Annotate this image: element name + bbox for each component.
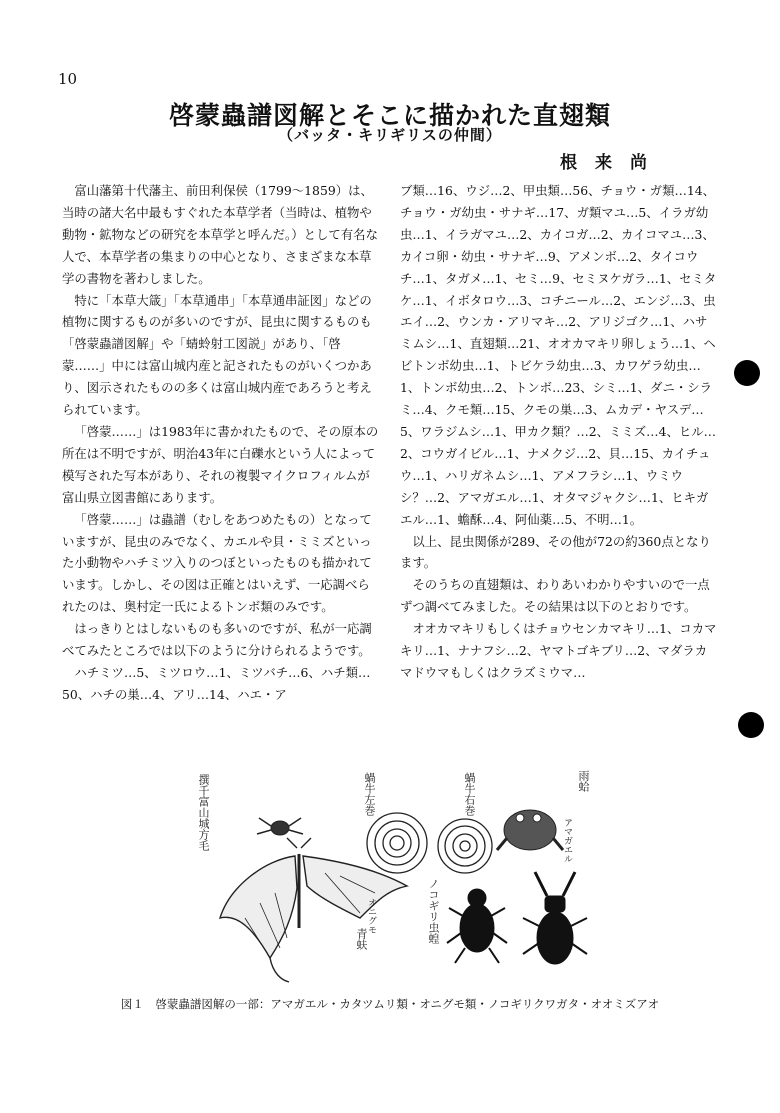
left-column bbox=[62, 180, 380, 706]
paragraph: ブ類…16、ウジ…2、甲虫類…56、チョウ・ガ類…14、チョウ・ガ幼虫・サナギ…17、ガ類マユ…5、イラガ幼虫…1、イラガマユ…2、カイコガ…2、カイコマユ…3、カイコ卵・幼虫・サナギ…9、アメンボ…2、タイコウチ…1、タガメ…1、セミ…9、セミヌケガラ…1、セミタケ…1、イボタロウ…3、コチニール…2、エンジ…3、虫エイ…2、ウンカ・アリマキ…2、アリジゴク…1、ハサミムシ…1、直翅類…21、オオカマキリ卵しょう…1、ヘビトンボ幼虫…1、トビケラ幼虫…3、カワゲラ幼虫…1、トンボ幼虫…2、トンボ…23、シミ…1、ダニ・シラミ…4、クモ類…15、クモの巣…3、ムカデ・ヤスデ…5、ワラジムシ…1、甲カク類？…2、ミミズ…4、ヒル…2、コウガイビル…1、ナメクジ…2、貝…15、カイチュウ…1、ハリガネムシ…1、アメフラシ…1、ウミウシ？…2、アマガエル…1、オタマジャクシ…1、ヒキガエル…1、蟾酥…4、阿仙薬…5、不明…1。 bbox=[400, 183, 717, 527]
paragraph: 「啓蒙……」は1983年に書かれたもので、その原本の所在は不明ですが、明治43年に白礫水という人によって模写された写本があり、それの複製マイクロフィルムが富山県立図書館にあります。 bbox=[62, 423, 379, 505]
paragraph: 特に「本草大箴」「本草通串」「本草通串証図」などの植物に関するものが多いのですが、昆虫に関するものも「啓蒙蟲譜図解」や「蜻蛉射工図説」があり、「啓蒙……」中には富山城内産と記されたものがいくつかあり、図示されたものの多くは富山城内産であろうと考えられています。 bbox=[62, 292, 372, 418]
paragraph: 富山藩第十代藩主、前田利保侯（1799～1859）は、当時の諸大名中最もすぐれた本草学者（当時は、植物や動物・鉱物などの研究を本草学と呼んだ。）として有名な人で、本草学者の集まりの中心となり、さまざまな本草学の書物を著わしました。 bbox=[62, 183, 378, 286]
figure-label-spider-note: オニグモ bbox=[366, 898, 376, 934]
figure-label-frog: 雨蛤 bbox=[577, 770, 590, 792]
paragraph: はっきりとはしないものも多いのですが、私が一応調べてみたところでは以下のように分けられるようです。 bbox=[62, 621, 372, 659]
article-title: 啓蒙蟲譜図解とそこに描かれた直翅類 bbox=[168, 101, 611, 130]
paragraph: ハチミツ…5、ミツロウ…1、ミツバチ…6、ハチ類…50、ハチの巣…4、アリ…14、ハエ・ア bbox=[62, 664, 371, 702]
moth-drawing bbox=[220, 838, 407, 982]
figure-label-snail-right: 蝸牛右巻 bbox=[463, 772, 476, 816]
paragraph: 「啓蒙……」は蟲譜（むしをあつめたもの）となっていますが、昆虫のみでなく、カエルや貝・ミミズといった小動物やハチミツ入りのつぼといったものも描かれています。しかし、その図は正確とはいえず、一応調べられたのは、奥村定一氏によるトンボ類のみです。 bbox=[62, 511, 372, 615]
paragraph: 以上、昆虫関係が289、その他が72の約360点となります。 bbox=[400, 533, 711, 571]
figure-label-snail-left: 蝸牛左巻 bbox=[363, 772, 376, 816]
figure-label-spider: 青蚨 bbox=[355, 928, 368, 950]
beetle-drawing bbox=[447, 889, 507, 963]
frog-drawing bbox=[497, 810, 563, 850]
article-subtitle: （バッタ・キリギリスの仲間） bbox=[278, 126, 502, 144]
page-number: 10 bbox=[58, 70, 78, 88]
figure-illustration bbox=[175, 768, 645, 988]
spider-drawing bbox=[257, 818, 303, 835]
figure-label-left: 撰千富山城方毛 bbox=[197, 774, 210, 851]
binding-hole-mark bbox=[734, 360, 760, 386]
figure-caption: 図１ 啓蒙蟲譜図解の一部：アマガエル・カタツムリ類・オニグモ類・ノコギリクワガタ・オオミズアオ bbox=[120, 997, 660, 1011]
right-column bbox=[400, 180, 718, 684]
figure-label-beetle: ノコギリ虫蝗 bbox=[427, 878, 440, 944]
binding-hole-mark bbox=[738, 712, 764, 738]
figure-label-frog-note: アマガエル bbox=[562, 818, 572, 863]
paragraph: そのうちの直翅類は、わりあいわかりやすいので一点ずつ調べてみました。その結果は以下のとおりです。 bbox=[400, 577, 710, 615]
paragraph: オオカマキリもしくはチョウセンカマキリ…1、コカマキリ…1、ナナフシ…2、ヤマトゴキブリ…2、マダラカマドウマもしくはクラズミウマ… bbox=[400, 621, 717, 680]
stag-beetle-drawing bbox=[523, 872, 587, 964]
author-name: 根来尚 bbox=[560, 153, 665, 173]
